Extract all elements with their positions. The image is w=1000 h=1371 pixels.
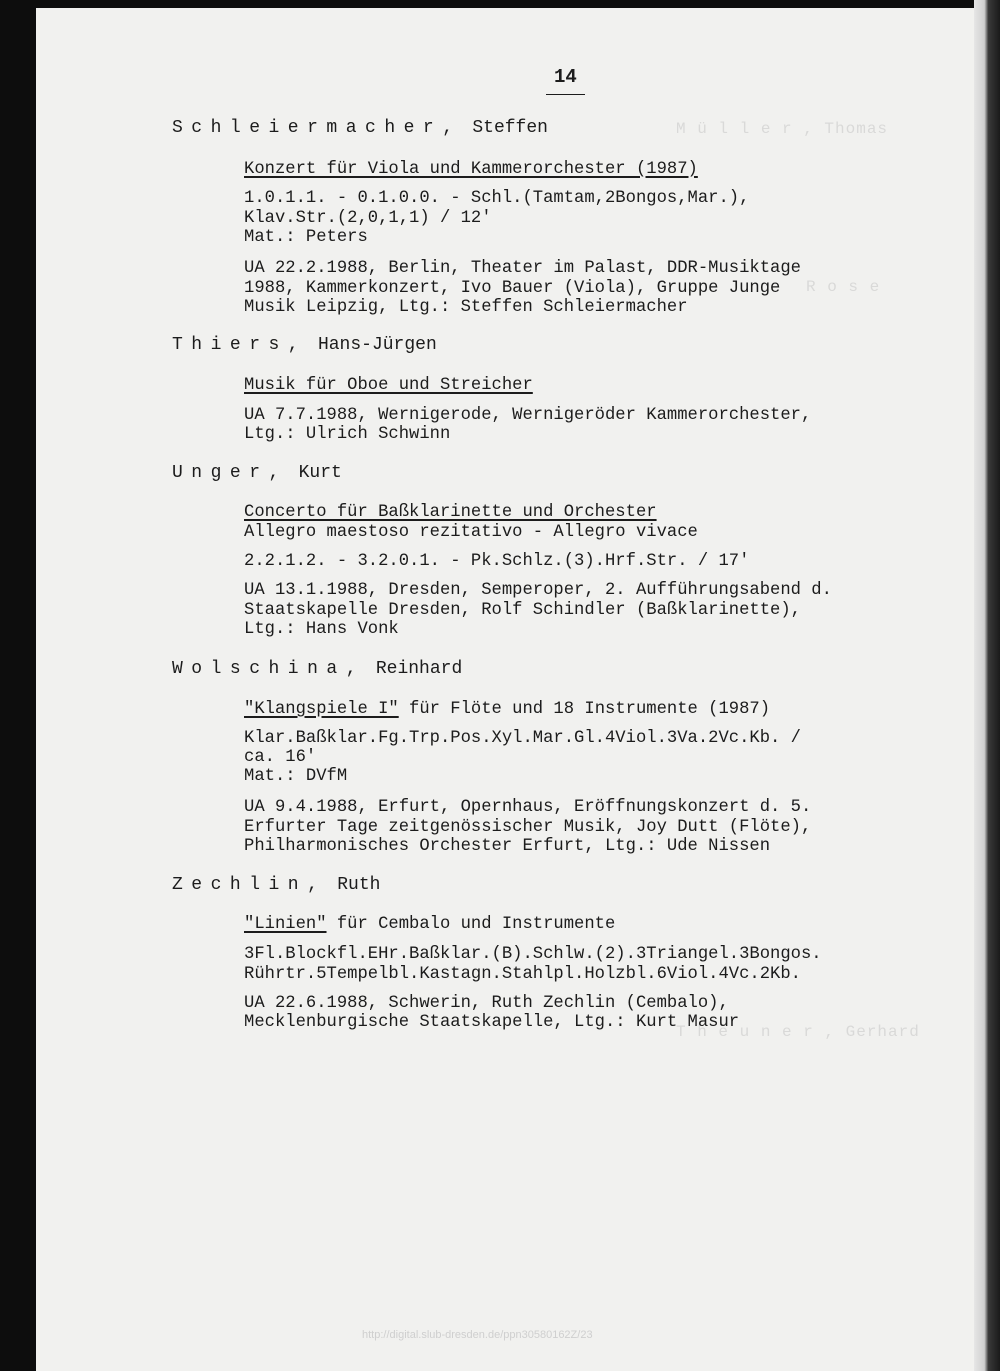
composer-surname: Schleiermacher, — [172, 118, 462, 138]
page-edge-shadow — [974, 0, 1000, 1371]
premiere-line: UA 22.6.1988, Schwerin, Ruth Zechlin (Cembalo), — [244, 994, 729, 1013]
bleed-through-texture: R o s e — [806, 278, 881, 296]
composer-heading — [172, 875, 380, 895]
page-number: 14 — [546, 66, 585, 95]
work-title — [244, 915, 615, 935]
premiere-line: Erfurter Tage zeitgenössischer Musik, Joy Dutt (Flöte), — [244, 818, 812, 837]
instrumentation-line: 1.0.1.1. - 0.1.0.0. - Schl.(Tamtam,2Bongos,Mar.), — [244, 189, 750, 208]
premiere-line: Ltg.: Hans Vonk — [244, 620, 399, 639]
instrumentation-line: ca. 16' — [244, 748, 317, 767]
composer-heading — [172, 463, 342, 483]
work-title: Musik für Oboe und Streicher — [244, 376, 533, 395]
bleed-through-texture: M ü l l e r , Thomas — [676, 120, 889, 138]
work-title-underlined: "Linien" — [244, 915, 327, 934]
premiere-line: UA 22.2.1988, Berlin, Theater im Palast, DDR-Musiktage — [244, 259, 801, 278]
document-content — [36, 8, 974, 1371]
premiere-line: UA 7.7.1988, Wernigerode, Wernigeröder Kammerorchester, — [244, 406, 812, 425]
composer-firstname: Ruth — [337, 875, 381, 895]
composer-surname: Thiers, — [172, 335, 308, 355]
work-title-rest: für Cembalo und Instrumente — [326, 915, 616, 934]
premiere-line: Staatskapelle Dresden, Rolf Schindler (Baßklarinette), — [244, 601, 801, 620]
composer-firstname: Steffen — [472, 118, 548, 138]
composer-firstname: Reinhard — [375, 659, 463, 679]
bleed-through-texture: T h e u n e r , Gerhard — [676, 1023, 920, 1041]
premiere-line: Philharmonisches Orchester Erfurt, Ltg.: Ude Nissen — [244, 837, 771, 856]
material-line: Mat.: DVfM — [244, 767, 348, 786]
instrumentation-line: Klav.Str.(2,0,1,1) / 12' — [244, 209, 492, 228]
premiere-line: Ltg.: Ulrich Schwinn — [244, 425, 451, 444]
work-title-rest: für Flöte und 18 Instrumente (1987) — [398, 700, 771, 719]
composer-heading — [172, 335, 437, 355]
composer-surname: Wolschina, — [172, 659, 366, 679]
composer-firstname: Hans-Jürgen — [317, 335, 437, 355]
composer-surname: Unger, — [172, 463, 288, 483]
work-title-underlined: "Klangspiele I" — [244, 700, 399, 719]
instrumentation-line: Rührtr.5Tempelbl.Kastagn.Stahlpl.Holzbl.6Viol.4Vc.2Kb. — [244, 965, 801, 984]
composer-surname: Zechlin, — [172, 875, 327, 895]
instrumentation-line: Klar.Baßklar.Fg.Trp.Pos.Xyl.Mar.Gl.4Viol.3Va.2Vc.Kb. / — [244, 729, 801, 748]
work-title — [244, 700, 770, 720]
material-line: Mat.: Peters — [244, 228, 368, 247]
premiere-line: UA 9.4.1988, Erfurt, Opernhaus, Eröffnungskonzert d. 5. — [244, 798, 812, 817]
composer-heading — [172, 118, 548, 138]
document-page — [36, 8, 974, 1371]
premiere-line: UA 13.1.1988, Dresden, Semperoper, 2. Aufführungsabend d. — [244, 581, 832, 600]
work-subtitle: Allegro maestoso rezitativo - Allegro vivace — [244, 523, 698, 542]
composer-heading — [172, 659, 462, 679]
composer-firstname: Kurt — [298, 463, 342, 483]
instrumentation-line: 2.2.1.2. - 3.2.0.1. - Pk.Schlz.(3).Hrf.Str. / 17' — [244, 552, 750, 571]
source-url[interactable]: http://digital.slub-dresden.de/ppn30580162Z/23 — [362, 1329, 593, 1341]
work-title: Konzert für Viola und Kammerorchester (1987) — [244, 160, 698, 179]
work-title: Concerto für Baßklarinette und Orchester — [244, 503, 657, 522]
instrumentation-line: 3Fl.Blockfl.EHr.Baßklar.(B).Schlw.(2).3Triangel.3Bongos. — [244, 945, 822, 964]
premiere-line: 1988, Kammerkonzert, Ivo Bauer (Viola), Gruppe Junge — [244, 279, 781, 298]
premiere-line: Mecklenburgische Staatskapelle, Ltg.: Kurt Masur — [244, 1013, 740, 1032]
premiere-line: Musik Leipzig, Ltg.: Steffen Schleiermacher — [244, 298, 688, 317]
